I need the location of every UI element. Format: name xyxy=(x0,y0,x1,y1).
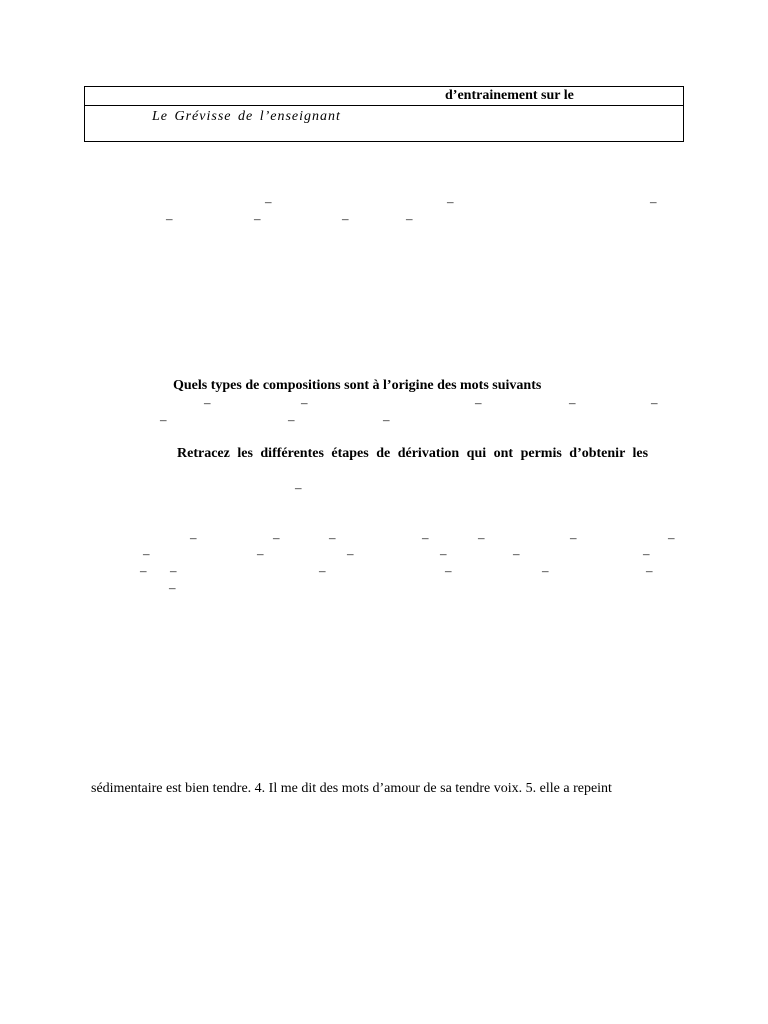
header-row-1 xyxy=(85,87,683,106)
dash-mark: – xyxy=(650,194,657,209)
question-compositions: Quels types de compositions sont à l’origine des mots suivants xyxy=(173,378,542,393)
dash-mark: – xyxy=(190,530,197,545)
dash-mark: – xyxy=(406,211,413,226)
dash-mark: – xyxy=(254,211,261,226)
dash-mark: – xyxy=(273,530,280,545)
dash-mark: – xyxy=(257,546,264,561)
dash-mark: – xyxy=(166,211,173,226)
exercise-sentence-line: sédimentaire est bien tendre. 4. Il me dit des mots d’amour de sa tendre voix. 5. elle a repeint xyxy=(91,781,612,796)
dash-mark: – xyxy=(347,546,354,561)
dash-mark: – xyxy=(288,412,295,427)
dash-mark: – xyxy=(570,530,577,545)
dash-mark: – xyxy=(204,395,211,410)
dash-mark: – xyxy=(160,412,167,427)
dash-mark: – xyxy=(542,563,549,578)
dash-mark: – xyxy=(651,395,658,410)
dash-mark: – xyxy=(646,563,653,578)
dash-mark: – xyxy=(265,194,272,209)
dash-mark: – xyxy=(440,546,447,561)
dash-mark: – xyxy=(329,530,336,545)
dash-mark: – xyxy=(668,530,675,545)
header-row-2-text: Le Grévisse de l’enseignant xyxy=(152,109,341,124)
dash-mark: – xyxy=(170,563,177,578)
dash-mark: – xyxy=(143,546,150,561)
dash-mark: – xyxy=(169,580,176,595)
dash-mark: – xyxy=(140,563,147,578)
dash-mark: – xyxy=(295,480,302,495)
dash-mark: – xyxy=(569,395,576,410)
dash-mark: – xyxy=(643,546,650,561)
dash-mark: – xyxy=(447,194,454,209)
header-table xyxy=(84,86,684,142)
dash-mark: – xyxy=(319,563,326,578)
dash-mark: – xyxy=(383,412,390,427)
dash-mark: – xyxy=(301,395,308,410)
dash-mark: – xyxy=(513,546,520,561)
dash-mark: – xyxy=(422,530,429,545)
dash-mark: – xyxy=(342,211,349,226)
header-row-1-text: d’entrainement sur le xyxy=(445,88,574,103)
dash-mark: – xyxy=(475,395,482,410)
question-derivation: Retracez les différentes étapes de dérivation qui ont permis d’obtenir les xyxy=(177,446,649,461)
dash-mark: – xyxy=(478,530,485,545)
dash-mark: – xyxy=(445,563,452,578)
